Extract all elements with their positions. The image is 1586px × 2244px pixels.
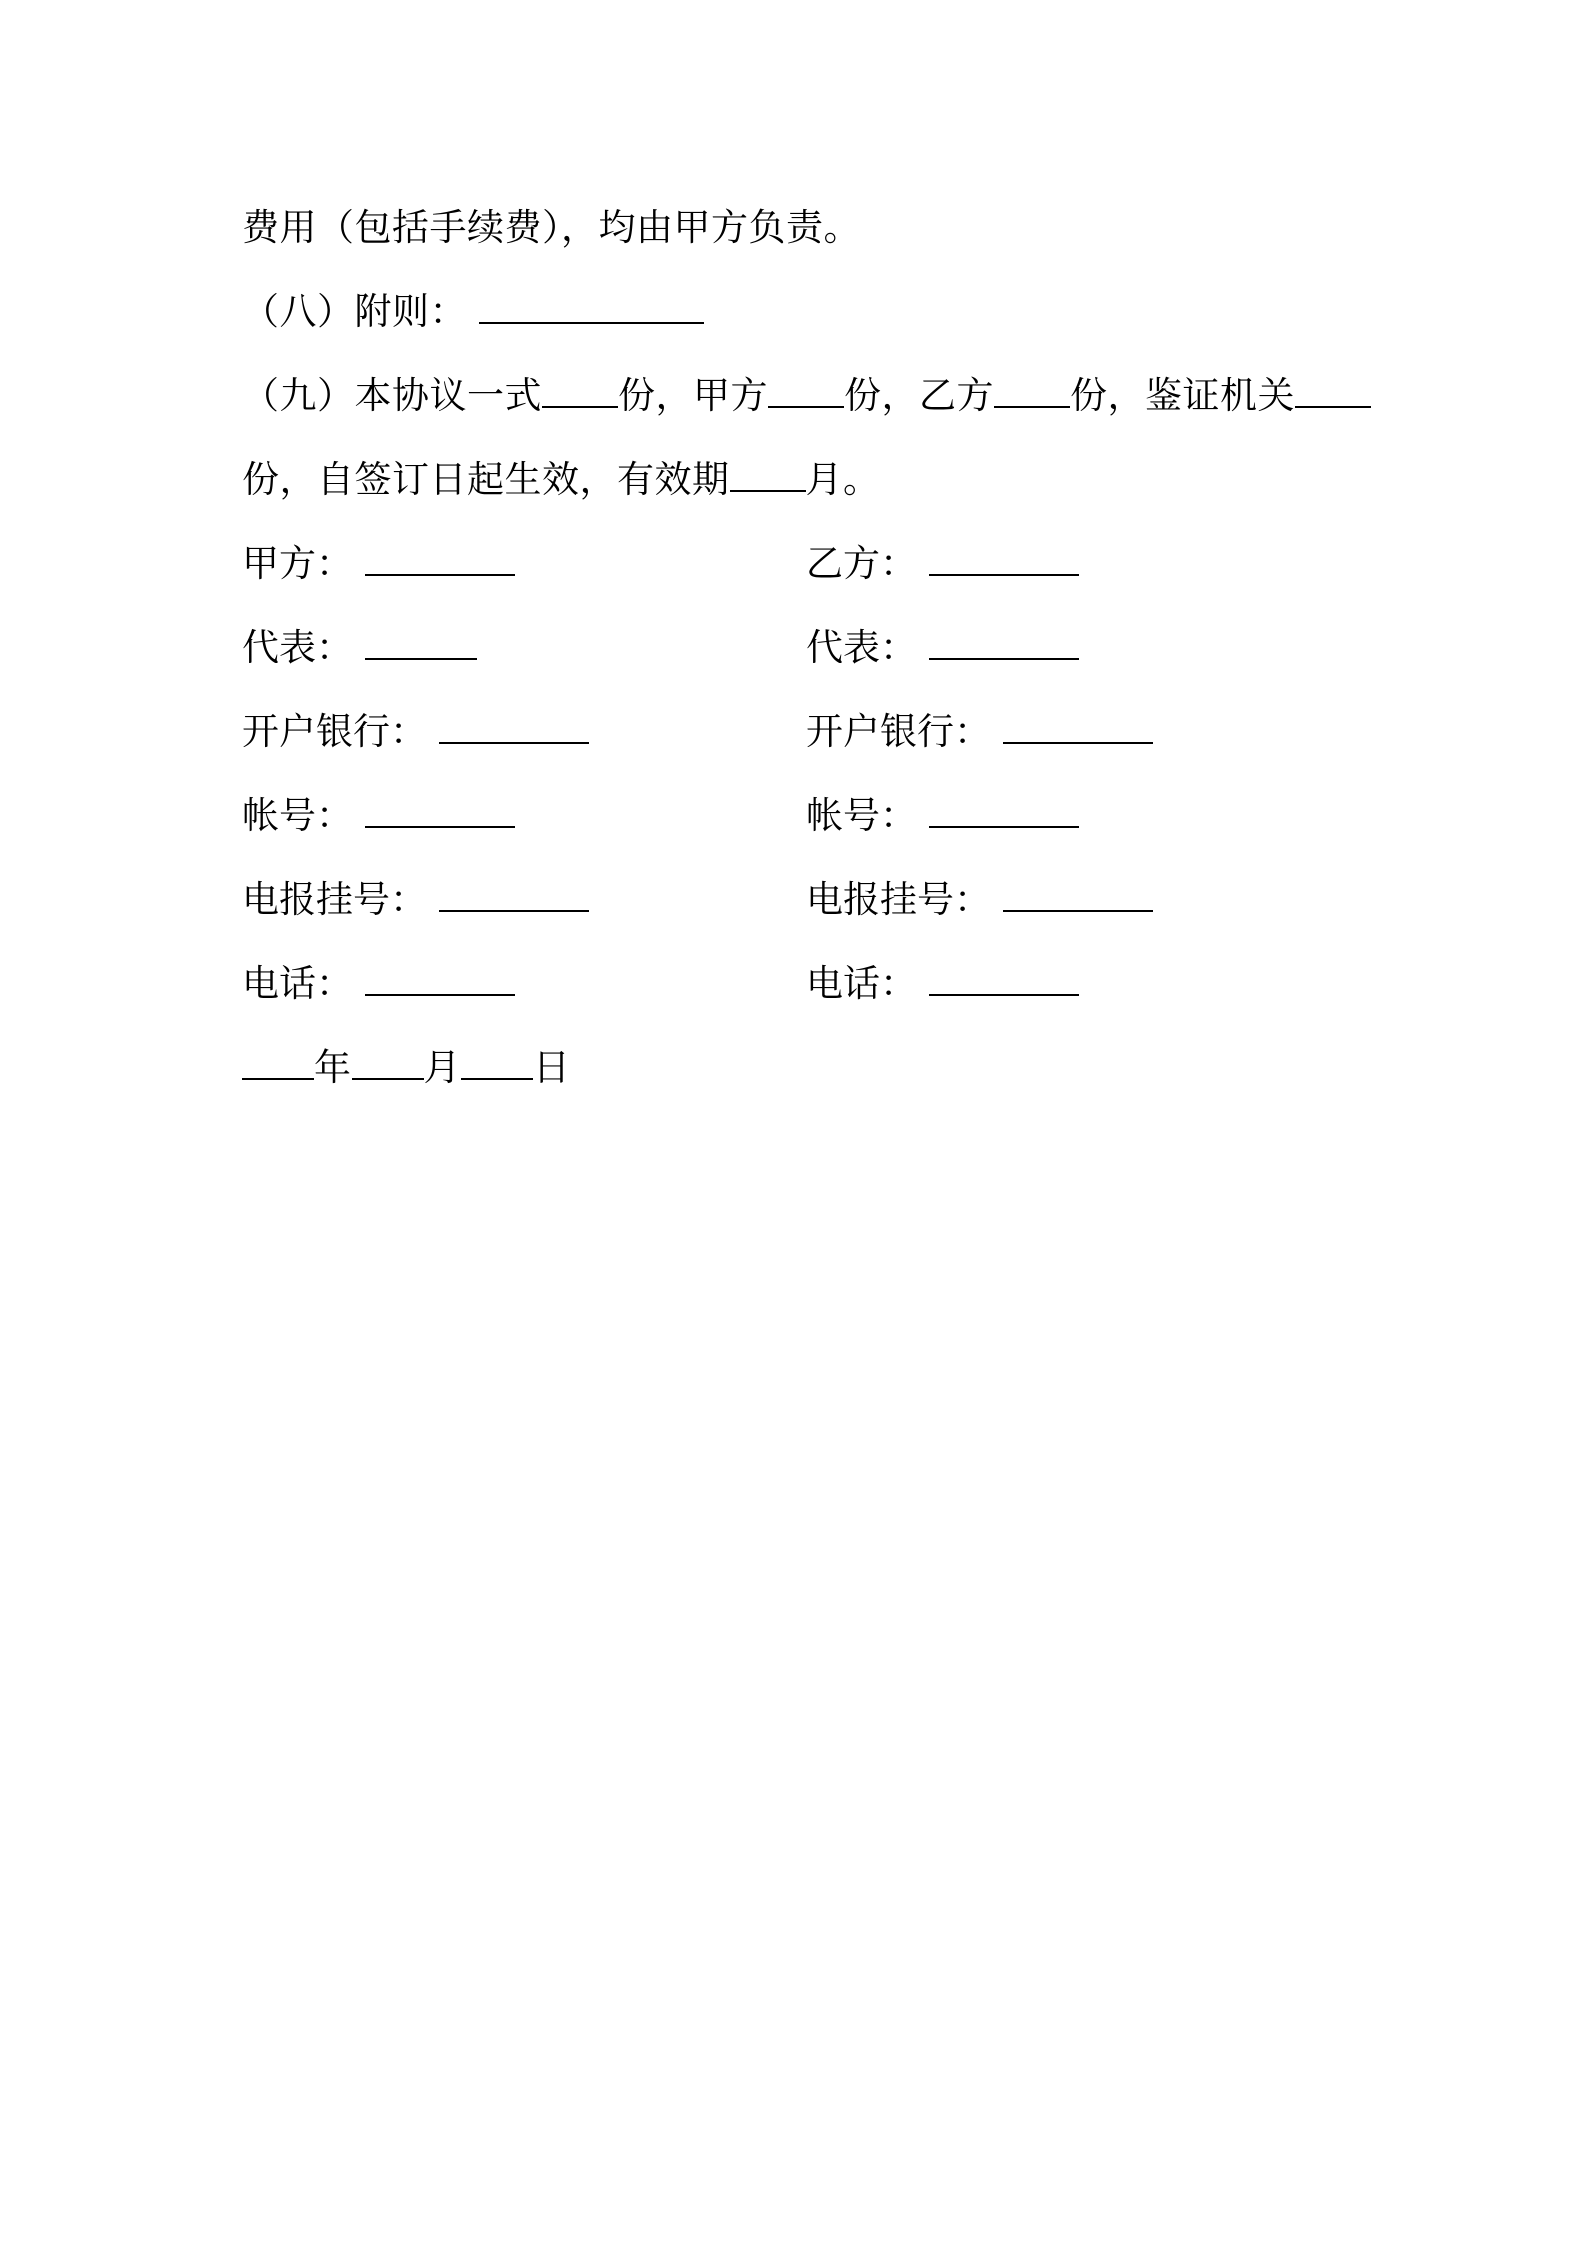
party-b-field bbox=[806, 540, 1079, 588]
article-9-text-4: 份，鉴证机关 bbox=[1070, 374, 1295, 417]
account-b-blank[interactable] bbox=[929, 792, 1079, 828]
phone-a-label: 电话： bbox=[242, 962, 353, 1005]
bank-a-label: 开户银行： bbox=[242, 710, 427, 753]
rep-b-blank[interactable] bbox=[929, 624, 1079, 660]
month-blank[interactable] bbox=[352, 1044, 424, 1080]
telegraph-a-blank[interactable] bbox=[439, 876, 589, 912]
article-9-line-2 bbox=[242, 456, 881, 504]
article-9-text-1: （九）本协议一式 bbox=[242, 374, 542, 417]
account-b-label: 帐号： bbox=[806, 794, 917, 837]
article-8-blank[interactable] bbox=[479, 288, 704, 324]
article-9-text-5: 份，自签订日起生效，有效期 bbox=[242, 458, 730, 501]
phone-b-field bbox=[806, 960, 1079, 1008]
account-a-field bbox=[242, 792, 515, 840]
article-9-text-6: 月。 bbox=[805, 458, 881, 501]
article-8-label: （八）附则： bbox=[242, 290, 467, 333]
rep-a-field bbox=[242, 624, 477, 672]
validity-months-blank[interactable] bbox=[730, 456, 806, 492]
telegraph-b-blank[interactable] bbox=[1003, 876, 1153, 912]
bank-a-field bbox=[242, 708, 589, 756]
telegraph-b-label: 电报挂号： bbox=[806, 878, 991, 921]
phone-a-blank[interactable] bbox=[365, 960, 515, 996]
paragraph-fees-text: 费用（包括手续费），均由甲方负责。 bbox=[242, 206, 861, 249]
bank-b-blank[interactable] bbox=[1003, 708, 1153, 744]
phone-a-field bbox=[242, 960, 515, 1008]
copies-party-b-blank[interactable] bbox=[994, 372, 1070, 408]
telegraph-a-field bbox=[242, 876, 589, 924]
copies-party-a-blank[interactable] bbox=[768, 372, 844, 408]
bank-b-label: 开户银行： bbox=[806, 710, 991, 753]
account-a-blank[interactable] bbox=[365, 792, 515, 828]
day-blank[interactable] bbox=[461, 1044, 533, 1080]
article-9-text-3: 份，乙方 bbox=[844, 374, 994, 417]
party-a-field bbox=[242, 540, 515, 588]
phone-b-blank[interactable] bbox=[929, 960, 1079, 996]
bank-a-blank[interactable] bbox=[439, 708, 589, 744]
paragraph-fees bbox=[242, 204, 861, 252]
telegraph-b-field bbox=[806, 876, 1153, 924]
article-8 bbox=[242, 288, 704, 336]
article-9-text-2: 份，甲方 bbox=[618, 374, 768, 417]
date-line bbox=[242, 1044, 571, 1092]
article-9-line-1 bbox=[242, 372, 1371, 420]
account-b-field bbox=[806, 792, 1079, 840]
copies-total-blank[interactable] bbox=[542, 372, 618, 408]
party-b-blank[interactable] bbox=[929, 540, 1079, 576]
rep-a-label: 代表： bbox=[242, 626, 353, 669]
telegraph-a-label: 电报挂号： bbox=[242, 878, 427, 921]
rep-b-label: 代表： bbox=[806, 626, 917, 669]
phone-b-label: 电话： bbox=[806, 962, 917, 1005]
account-a-label: 帐号： bbox=[242, 794, 353, 837]
year-label: 年 bbox=[314, 1046, 352, 1089]
rep-b-field bbox=[806, 624, 1079, 672]
day-label: 日 bbox=[533, 1046, 571, 1089]
party-b-label: 乙方： bbox=[806, 542, 917, 585]
month-label: 月 bbox=[423, 1046, 461, 1089]
bank-b-field bbox=[806, 708, 1153, 756]
copies-authority-blank[interactable] bbox=[1295, 372, 1371, 408]
rep-a-blank[interactable] bbox=[365, 624, 477, 660]
party-a-label: 甲方： bbox=[242, 542, 353, 585]
party-a-blank[interactable] bbox=[365, 540, 515, 576]
year-blank[interactable] bbox=[242, 1044, 314, 1080]
